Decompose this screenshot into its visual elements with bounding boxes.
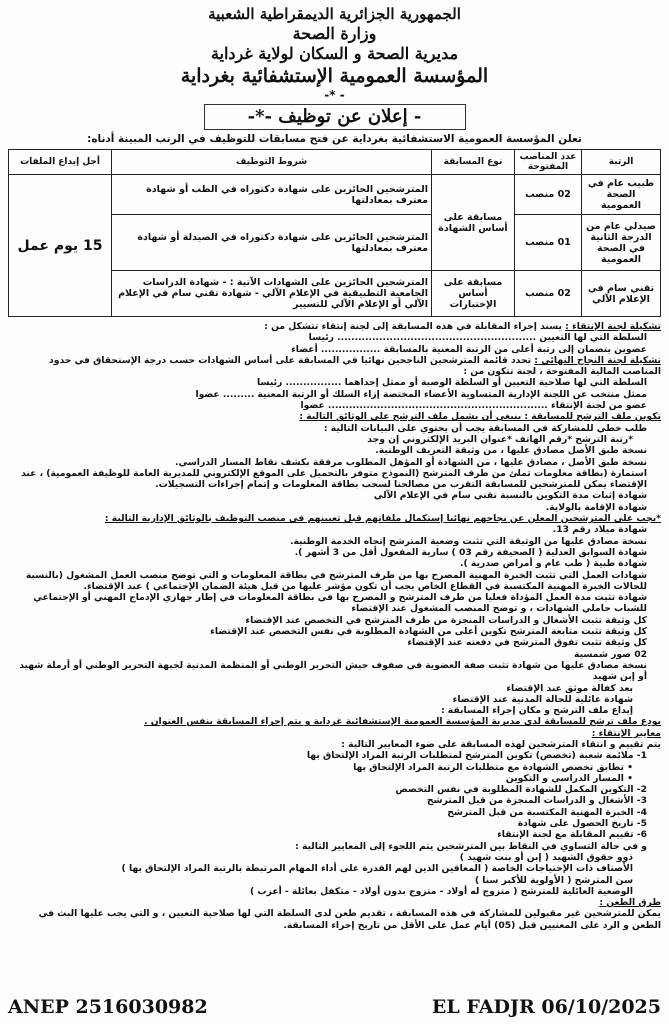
list-item: شهادة تثبت مدة العمل المؤداة فعليا من طرف المترشح و المصرح بها في بطاقة المعلومات في إطار جهازي الإدماج المهني أو الإجتماعي للشباب حاملي الشهادات ، و توضح المنصب المشغول عند الإقتضاء [33,592,647,615]
list-item: كل وثيقة تثبت متابعة المترشح تكوين أعلى من الشهادة المطلوبة في نفس التخصص عند الإقتضاء [210,626,647,638]
list-item: شهادة إثبات مدة التكوين بالنسبة تقني سام في الإعلام الآلي [373,490,647,502]
list-item: نسخة طبق الأصل مصادق عليها ، من وثيقة التعريف الوطنية. [375,445,647,457]
grade-cell: صيدلي عام من الدرجة الثانية في الصحة العمومية [582,215,661,271]
section-title: طرق الطعن : [599,897,661,909]
list-item: شهادة السوابق العدلية ( الصحيفة رقم 03 ) سارية المفعول أقل من 3 أشهر ). [294,546,647,558]
conditions-cell: المترشحين الحائزين على شهادة دكتوراه في الصيدلة أو شهادة معترف بمعادلتها [112,215,432,271]
list-item: 4- الخبرة المهنية المكتسبة من قبل المترشح [447,806,647,818]
section-title: تشكيلة لجنة النجاح النهائي : [534,354,661,366]
type-cell: مسابقة على أساس الإختبارات [432,271,515,317]
list-item: و في حالة التساوي في النقاط بين المترشحين يتم اللجوء إلى المعايير التالية : [295,840,647,852]
list-item: طلب خطي للمشاركة في المسابقة يجب أن يحتوي على البيانات التالية : [323,422,647,434]
section-title: تشكيلة لجنة الإنتقاء : [565,321,661,332]
list-item: 1- ملائمة شعبة (تخصص) تكوين المترشح لمتطلبات الرتبة المراد الإلتحاق بها [306,750,647,762]
list-item: إيداع ملف الترشح و مكان إجراء المسابقة : [440,705,633,717]
ministry-title: وزارة الصحة [292,24,377,43]
list-item: شهادة ميلاد رقم 13. [552,524,647,536]
list-item: 6- تقييم المقابلة مع لجنة الإنتقاء [497,829,647,841]
footer [8,994,661,1020]
directorate-title: مديرية الصحة و السكان لولاية غرداية [210,44,459,63]
list-item: سن المترشح ( الأولوية للأكبر سنا ) [474,874,633,886]
list-item: بعد كفالة موثق عند الإقتضاء [506,682,633,694]
list-item: نسخة طبق الأصل ، مصادق عليها ، من الشهادة أو المؤهل المطلوب مرفقة بكشف نقاط المسار الدراسي. [174,456,647,468]
anep-reference: ANEP 2516030982 [8,996,208,1018]
posts-cell: 02 منصب [515,271,582,317]
republic-title: الجمهورية الجزائرية الديمقراطية الشعبية [208,5,461,23]
header-type: نوع المسابقة [432,150,515,175]
posts-cell: 02 منصب [515,175,582,215]
section-title: يودع ملف ترشح للمسابقة لدى مديرية المؤسسة العمومية الإستشفائية غرداية و يتم إجراء المسابقة بنفس العنوان . [144,716,661,728]
conditions-cell: المترشحين الحائزين على شهادة دكتوراه في الطب أو شهادة معترف بمعادلتها [112,175,432,215]
list-item: ذوو حقوق الشهيد ( إبن أو بنت شهيد ) [459,851,633,863]
section-text: يتم تقييم و انتقاء المترشحين لهذه المسابقة على ضوء المعايير التالية : [341,738,661,750]
institution-title: المؤسسة العمومية الإستشفائية بغرداية [180,65,489,87]
list-item: السلطة التي لها التعيين ......................................................... رئيسا [308,332,647,344]
list-item: استمارة (بطاقة معلومات تملئ من طرف المترشح (النموذج متوفر بالتحميل على الموقع الإلكتروني للمديرية العامة للوظيفة العمومية) ، عند الإقتضاء يمكن للمترشحين للمسابقة التقرب من مصالحنا لسحب بطاقة المعلومات و إتمام إجراءات التسجيلات. [21,467,647,491]
list-item: شهادات العمل التي تثبت الخبرة المهنية المصرح بها من طرف المترشح في بطاقة المعلومات و التي توضح منصب العمل المشغول (بالنسبة للحالات الخبرة المهنية المكتسبة في القطاع الخاص يجب أن تكون مؤشر عليها من قبل هيئة الضمان الإجتماعي ) عند الإقتضاء. [25,569,647,592]
list-item: 02 صور شمسية [574,648,647,660]
grade-cell: تقني سام في الإعلام الآلي [582,271,661,317]
deadline-cell: 15 يوم عمل [9,175,112,317]
table-header-row [9,150,661,175]
announcement-body [8,321,661,931]
positions-table [8,149,661,317]
header-grade: الرتبة [582,150,661,175]
list-item: نسخة مصادق عليها من شهادة تثبت صفة العضوية في صفوف جيش التحرير الوطني أو المنظمة المدنية لجبهة التحرير الوطني أو أرملة شهيد أو إبن شهيد [19,659,647,683]
section-text: تحدد قائمة المترشحين الناجحين نهائيا في المسابقة على أساس الشهادات حسب درجة الإستحقاق في حدود المناصب المالية المفتوحة ، لجنة تتكون من : [49,354,661,378]
list-item: شهادة الإقامة بالولاية. [545,501,647,513]
section-title: تكوين ملف الترشح للمسابقة : ينبغي أن يشمل ملف الترشح على الوثائق التالية : [299,411,661,423]
grade-cell: طبيب عام في الصحة العمومية [582,175,661,215]
list-item: ممثل منتخب عن اللجنة الإدارية المتساوية الأعضاء المختصة إزاء السلك أو الرتبة المعنية ......... عضوا [195,388,647,400]
section-text: يمكن للمترشحين غير مقبولين للمشاركة في هذه المسابقة ، تقديم طعن لدى السلطة التي لها صلاحية التعيين ، و التي يجب عليها البث في الطعن و الرد على المعنيين قبل (05) أيام عمل على الأقل من تاريخ إجراء المسابقة. [38,908,661,931]
list-item: كل وثيقة تثبت تفوق المترشح في دفعته عند الإقتضاء [407,637,647,649]
list-item: *رتبة الترشح *رقم الهاتف *عنوان البريد الإلكتروني إن وجد [367,433,633,445]
newspaper-reference: EL FADJR 06/10/2025 [431,996,661,1018]
list-item: 2- التكوين المكمل للشهادة المطلوبة في نفس التخصص [395,784,647,796]
list-item: 3- الأشغال و الدراسات المنجزة من قبل المترشح [426,795,647,807]
header-posts: عدد المناصب المفتوحة [515,150,582,175]
list-item: كل وثيقة تثبت الأشغال و الدراسات المنجزة من طرف المترشح في التخصص عند الإقتضاء [245,614,647,626]
list-item: • تطابق تخصص الشهادة مع متطلبات الرتبة المراد الإلتحاق بها [353,761,633,773]
list-item: • المسار الدراسي و التكوين [505,772,633,784]
section-subtitle: معايير الإنتقاء : [591,727,661,739]
intro-text: تعلن المؤسسة العمومية الاستشفائية بغرداية عن فتح مسابقات للتوظيف في الرتب المبينة أدناه: [87,133,582,145]
list-item: نسخة مصادق عليها من الوثيقة التي تثبت وضعية المترشح إتجاه الخدمة الوطنية. [289,535,647,547]
table-row [9,175,661,215]
conditions-cell: المترشحين الحائزين على الشهادات الآتية : - شهادة الدراسات الجامعية التطبيقية في الإعلام الآلي - شهادة تقني سام في الإعلام الآلي أو الإعلام الآلي للتسيير [112,271,432,317]
header-deadline: أجل إيداع الملفات [9,150,112,175]
list-item: شهادة عائلية للحالة المدنية عند الإقتضاء [452,693,633,705]
posts-cell: 01 منصب [515,215,582,271]
list-item: السلطة التي لها صلاحية التعيين أو السلطة الوصية أو ممثل إحداهما ................ رئيسا [257,377,647,389]
list-item: الوضعية العائلية للمترشح ( متزوج له أولاد - متزوج بدون أولاد - متكفل بعائلة - أعزب ) [250,885,633,897]
list-item: 5- تاريخ الحصول على شهادة [517,818,647,830]
section-text: يسند إجراء المقابلة في هذه المسابقة إلى لجنة إنتقاء تتشكل من : [264,321,562,332]
list-item: شهادة طبية ( طب عام و أمراض صدرية ). [460,558,647,570]
header-markers: - *- [324,88,345,102]
list-item: الأصناف ذات الإحتياجات الخاصة ( المعاقين الذين لهم القدرة على أداء المهام المرتبطة بالرتبة المراد الإلتحاق بها ) [121,863,633,875]
section-title: *يجب على المترشحين المعلن عن نجاحهم نهائيا إستكمال ملفاتهم قبل تعيينهم في منصب التوظيف بالوثائق الإدارية التالية : [104,513,661,525]
header-conditions: شروط التوظيف [112,150,432,175]
type-cell: مسابقة على أساس الشهادة [432,175,515,271]
list-item: عضوين يتضمان إلى رتبة أعلى من الرتبة المعنية بالمسابقة ................. أعضاء [291,343,647,355]
announcement-title: - إعلان عن توظيف -*- [204,104,466,130]
list-item: عضو من لجنة الإنتقاء ............................................................... عضوا [300,400,647,412]
